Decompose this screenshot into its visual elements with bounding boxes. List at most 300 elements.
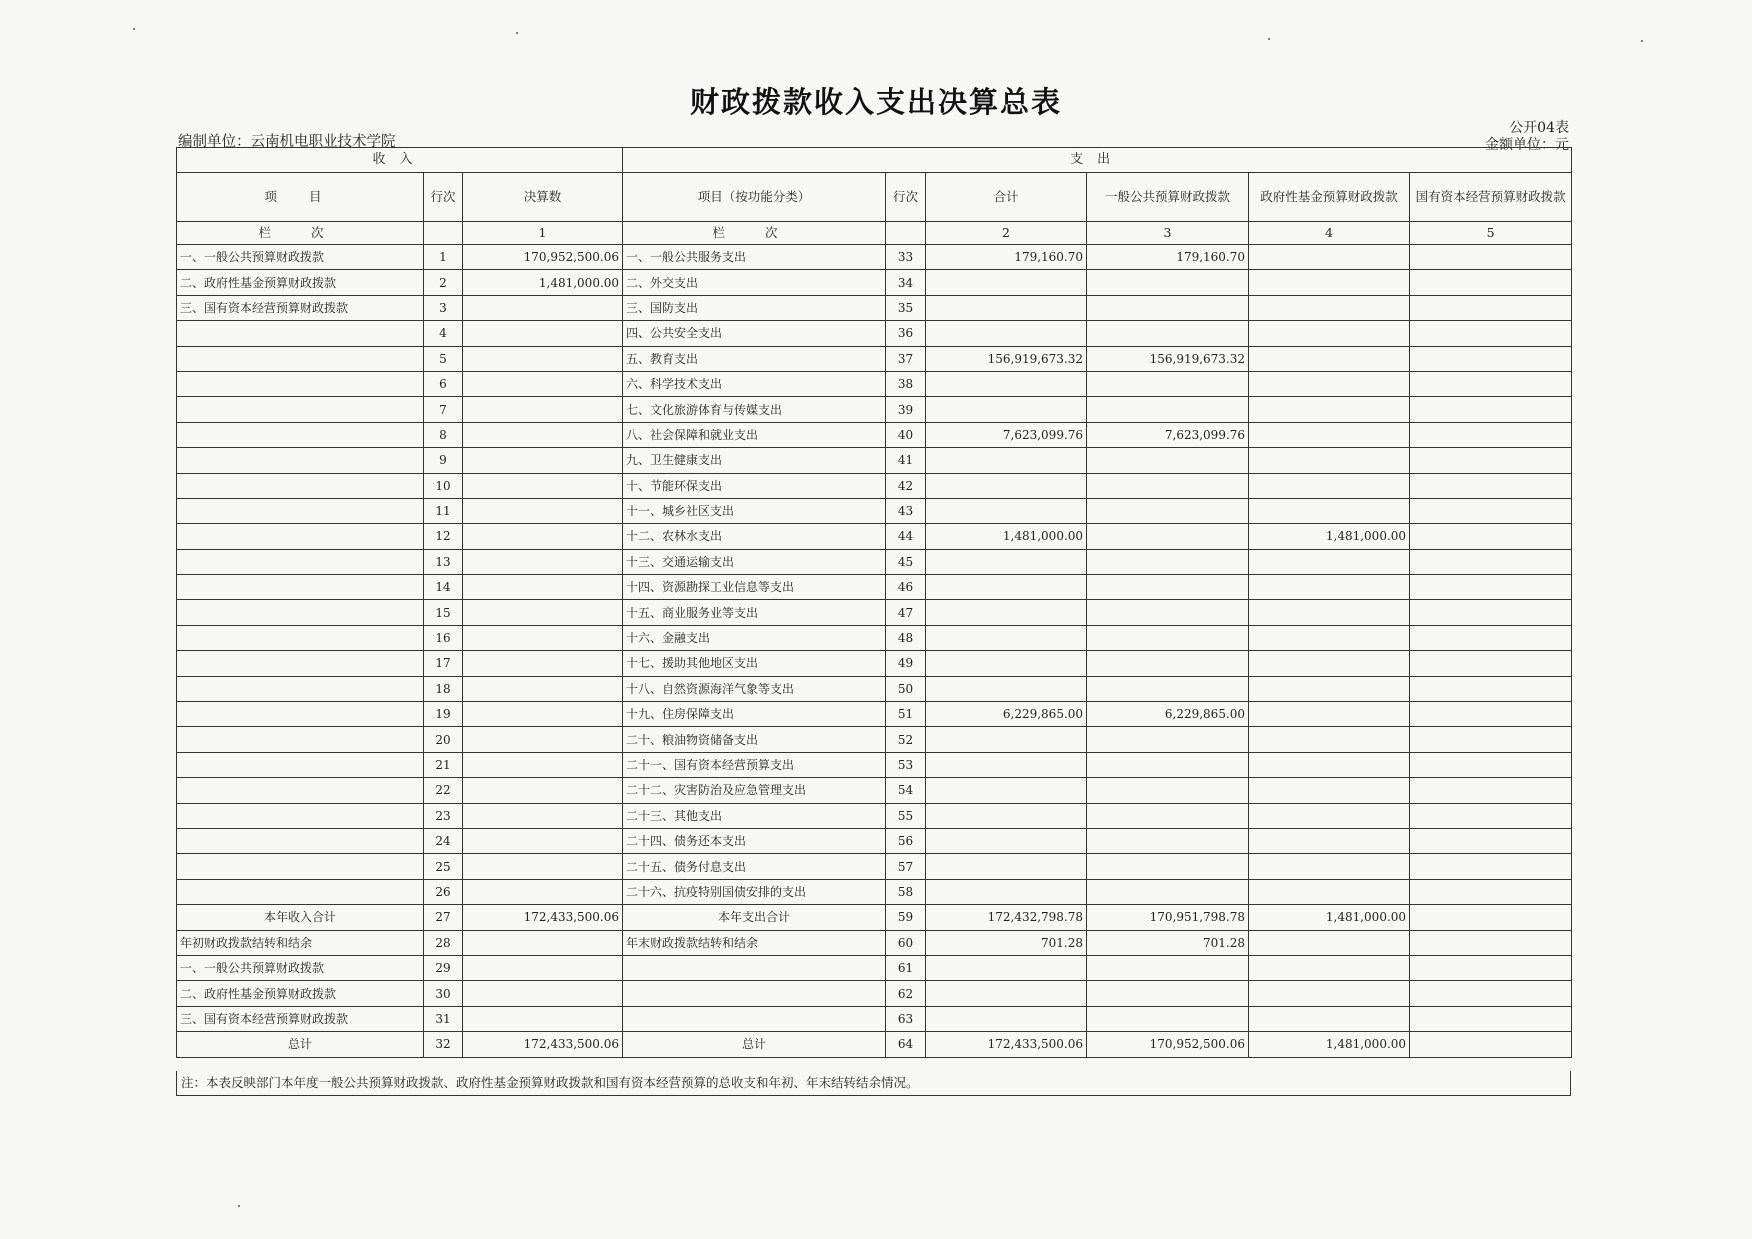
general-budget-cell: [1087, 778, 1249, 803]
total-cell: [926, 752, 1087, 777]
gov-fund-cell: [1249, 295, 1410, 320]
expense-line-no-cell: 63: [886, 1006, 926, 1031]
income-item-cell: [177, 549, 424, 574]
scan-speck: [133, 28, 135, 30]
income-amount-cell: [463, 727, 623, 752]
income-item-cell: 总计: [177, 1032, 424, 1057]
expense-item-cell: 六、科学技术支出: [623, 371, 886, 396]
income-amount-cell: [463, 676, 623, 701]
expense-line-no-cell: 54: [886, 778, 926, 803]
total-cell: 1,481,000.00: [926, 524, 1087, 549]
expense-item-cell: 十九、住房保障支出: [623, 702, 886, 727]
income-amount-cell: [463, 955, 623, 980]
state-capital-cell: [1410, 397, 1572, 422]
income-amount-cell: [463, 473, 623, 498]
total-cell: 7,623,099.76: [926, 422, 1087, 447]
general-budget-cell: 6,229,865.00: [1087, 702, 1249, 727]
income-amount-cell: [463, 371, 623, 396]
state-capital-cell: [1410, 828, 1572, 853]
income-item-cell: 三、国有资本经营预算财政拨款: [177, 295, 424, 320]
income-item-cell: [177, 448, 424, 473]
general-budget-cell: [1087, 676, 1249, 701]
expense-item-cell: 五、教育支出: [623, 346, 886, 371]
income-amount-cell: [463, 803, 623, 828]
expense-item-cell: 十四、资源勘探工业信息等支出: [623, 575, 886, 600]
gov-fund-cell: [1249, 422, 1410, 447]
state-capital-cell: [1410, 575, 1572, 600]
state-capital-cell: [1410, 676, 1572, 701]
income-line-no-cell: 7: [424, 397, 463, 422]
income-item-cell: [177, 702, 424, 727]
gov-fund-cell: [1249, 448, 1410, 473]
expense-item-cell: [623, 955, 886, 980]
general-budget-cell: [1087, 803, 1249, 828]
column-number-3: 3: [1087, 222, 1249, 245]
expense-item-cell: 总计: [623, 1032, 886, 1057]
total-cell: [926, 448, 1087, 473]
general-budget-cell: [1087, 1006, 1249, 1031]
general-budget-cell: 701.28: [1087, 930, 1249, 955]
table-row: [177, 473, 1572, 498]
scan-speck: [1641, 40, 1643, 42]
expense-item-cell: 二十一、国有资本经营预算支出: [623, 752, 886, 777]
table-row: [177, 549, 1572, 574]
expense-item-cell: 十六、金融支出: [623, 625, 886, 650]
state-capital-cell: [1410, 473, 1572, 498]
table-body: [177, 245, 1572, 1058]
state-capital-cell: [1410, 854, 1572, 879]
expense-item-cell: 本年支出合计: [623, 905, 886, 930]
expense-line-no-cell: 52: [886, 727, 926, 752]
table-row: [177, 575, 1572, 600]
state-capital-cell: [1410, 498, 1572, 523]
income-amount-cell: [463, 981, 623, 1006]
income-item-cell: [177, 676, 424, 701]
report-title: 财政拨款收入支出决算总表: [689, 85, 1062, 119]
income-line-no-cell: 8: [424, 422, 463, 447]
expense-item-cell: 十七、援助其他地区支出: [623, 651, 886, 676]
general-budget-cell: [1087, 854, 1249, 879]
income-line-no-cell: 2: [424, 270, 463, 295]
table-row: [177, 955, 1572, 980]
gov-fund-cell: 1,481,000.00: [1249, 524, 1410, 549]
total-cell: 172,432,798.78: [926, 905, 1087, 930]
income-line-no-cell: 28: [424, 930, 463, 955]
expense-line-no-cell: 36: [886, 321, 926, 346]
general-budget-cell: [1087, 473, 1249, 498]
scan-speck: [516, 32, 518, 34]
header-row-1: [177, 148, 1572, 173]
expense-line-no-cell: 59: [886, 905, 926, 930]
table-row: [177, 828, 1572, 853]
general-budget-cell: [1087, 371, 1249, 396]
table-row: [177, 778, 1572, 803]
general-budget-cell: [1087, 752, 1249, 777]
state-capital-cell: [1410, 1006, 1572, 1031]
expense-item-cell: 二十四、债务还本支出: [623, 828, 886, 853]
total-cell: [926, 397, 1087, 422]
table-row: [177, 803, 1572, 828]
table-row: [177, 854, 1572, 879]
income-item-cell: [177, 498, 424, 523]
income-line-no-cell: 29: [424, 955, 463, 980]
general-budget-cell: [1087, 549, 1249, 574]
income-line-no-cell: 4: [424, 321, 463, 346]
expense-line-no-cell: 34: [886, 270, 926, 295]
state-capital-cell: [1410, 549, 1572, 574]
total-cell: [926, 625, 1087, 650]
total-header: 合计: [926, 173, 1087, 222]
income-line-no-cell: 22: [424, 778, 463, 803]
general-budget-cell: [1087, 879, 1249, 904]
income-item-cell: 年初财政拨款结转和结余: [177, 930, 424, 955]
gov-fund-cell: [1249, 498, 1410, 523]
income-amount-cell: [463, 778, 623, 803]
total-cell: [926, 828, 1087, 853]
income-item-cell: 二、政府性基金预算财政拨款: [177, 270, 424, 295]
income-amount-cell: [463, 448, 623, 473]
general-budget-cell: 170,952,500.06: [1087, 1032, 1249, 1057]
income-item-cell: [177, 321, 424, 346]
income-amount-cell: [463, 549, 623, 574]
gov-fund-cell: [1249, 575, 1410, 600]
amount-unit: 金额单位：元: [1485, 137, 1569, 153]
table-row: [177, 676, 1572, 701]
form-code: 公开04表: [1509, 120, 1569, 136]
total-cell: [926, 270, 1087, 295]
income-line-no-cell: 25: [424, 854, 463, 879]
header-row-3: [177, 222, 1572, 245]
header-row-2: [177, 173, 1572, 222]
state-capital-cell: [1410, 727, 1572, 752]
total-cell: [926, 803, 1087, 828]
gov-fund-cell: [1249, 854, 1410, 879]
table-row: [177, 270, 1572, 295]
general-budget-cell: 170,951,798.78: [1087, 905, 1249, 930]
table-row: [177, 295, 1572, 320]
general-budget-cell: [1087, 600, 1249, 625]
total-cell: [926, 295, 1087, 320]
income-line-no-cell: 30: [424, 981, 463, 1006]
income-line-no-cell: 26: [424, 879, 463, 904]
general-budget-cell: 179,160.70: [1087, 245, 1249, 270]
gov-fund-cell: [1249, 346, 1410, 371]
expense-item-cell: 十八、自然资源海洋气象等支出: [623, 676, 886, 701]
total-cell: [926, 600, 1087, 625]
general-budget-cell: [1087, 524, 1249, 549]
gov-fund-cell: [1249, 879, 1410, 904]
column-label-expense: 栏 次: [623, 222, 886, 245]
gov-fund-cell: [1249, 1006, 1410, 1031]
state-capital-cell: [1410, 955, 1572, 980]
general-budget-cell: [1087, 397, 1249, 422]
total-cell: [926, 778, 1087, 803]
income-item-cell: [177, 346, 424, 371]
income-amount-cell: [463, 828, 623, 853]
expense-line-no-cell: 58: [886, 879, 926, 904]
income-line-no-cell: 32: [424, 1032, 463, 1057]
scan-speck: [238, 1205, 240, 1207]
income-line-no-cell: 3: [424, 295, 463, 320]
expense-line-no-cell: 46: [886, 575, 926, 600]
income-line-no-cell: 23: [424, 803, 463, 828]
income-amount-cell: [463, 321, 623, 346]
income-line-no-cell: 17: [424, 651, 463, 676]
income-item-cell: [177, 879, 424, 904]
table-row: [177, 422, 1572, 447]
table-row: [177, 727, 1572, 752]
income-line-no-cell: 9: [424, 448, 463, 473]
income-amount-cell: 1,481,000.00: [463, 270, 623, 295]
expense-line-no-cell: 42: [886, 473, 926, 498]
income-line-no-cell: 21: [424, 752, 463, 777]
income-item-cell: [177, 651, 424, 676]
expense-item-header: 项目（按功能分类）: [623, 173, 886, 222]
income-amount-cell: [463, 930, 623, 955]
state-capital-cell: [1410, 651, 1572, 676]
state-capital-cell: [1410, 778, 1572, 803]
gov-fund-cell: [1249, 803, 1410, 828]
income-item-cell: [177, 752, 424, 777]
income-amount-cell: [463, 752, 623, 777]
general-budget-cell: [1087, 981, 1249, 1006]
income-amount-cell: [463, 600, 623, 625]
income-amount-cell: 172,433,500.06: [463, 905, 623, 930]
table-row: [177, 397, 1572, 422]
income-header: 收入: [177, 148, 623, 173]
expense-line-no-cell: 49: [886, 651, 926, 676]
income-item-cell: 一、一般公共预算财政拨款: [177, 245, 424, 270]
expense-line-no-header: 行次: [886, 173, 926, 222]
state-capital-cell: [1410, 448, 1572, 473]
expense-line-no-cell: 33: [886, 245, 926, 270]
state-capital-cell: [1410, 1032, 1572, 1057]
income-item-header: 项 目: [177, 173, 424, 222]
table-row: [177, 981, 1572, 1006]
report-table-wrapper: [176, 147, 1571, 1058]
gov-fund-cell: 1,481,000.00: [1249, 905, 1410, 930]
income-line-no-cell: 1: [424, 245, 463, 270]
gov-fund-header: 政府性基金预算财政拨款: [1249, 173, 1410, 222]
general-budget-cell: [1087, 727, 1249, 752]
expense-item-cell: 二、外交支出: [623, 270, 886, 295]
state-capital-cell: [1410, 245, 1572, 270]
expense-item-cell: 二十五、债务付息支出: [623, 854, 886, 879]
expense-line-no-cell: 50: [886, 676, 926, 701]
income-amount-cell: [463, 879, 623, 904]
column-label-income: 栏 次: [177, 222, 424, 245]
income-amount-cell: [463, 625, 623, 650]
income-item-cell: 一、一般公共预算财政拨款: [177, 955, 424, 980]
table-row: [177, 321, 1572, 346]
gov-fund-cell: [1249, 625, 1410, 650]
gov-fund-cell: [1249, 778, 1410, 803]
expense-item-cell: 三、国防支出: [623, 295, 886, 320]
income-line-no-cell: 16: [424, 625, 463, 650]
gov-fund-cell: [1249, 397, 1410, 422]
expense-item-cell: 二十六、抗疫特别国债安排的支出: [623, 879, 886, 904]
column-blank-2: [886, 222, 926, 245]
total-cell: [926, 879, 1087, 904]
state-capital-cell: [1410, 524, 1572, 549]
footnote: 注：本表反映部门本年度一般公共预算财政拨款、政府性基金预算财政拨款和国有资本经营预算的总收支和年初、年末结转结余情况。: [176, 1071, 1571, 1096]
income-item-cell: [177, 828, 424, 853]
income-line-no-cell: 6: [424, 371, 463, 396]
table-row: [177, 1032, 1572, 1057]
income-item-cell: [177, 854, 424, 879]
expense-line-no-cell: 41: [886, 448, 926, 473]
state-capital-cell: [1410, 702, 1572, 727]
income-item-cell: [177, 727, 424, 752]
table-row: [177, 1006, 1572, 1031]
total-cell: 179,160.70: [926, 245, 1087, 270]
income-amount-cell: [463, 422, 623, 447]
gov-fund-cell: [1249, 981, 1410, 1006]
general-budget-cell: [1087, 498, 1249, 523]
gov-fund-cell: [1249, 371, 1410, 396]
expense-line-no-cell: 51: [886, 702, 926, 727]
general-budget-cell: [1087, 448, 1249, 473]
expense-line-no-cell: 48: [886, 625, 926, 650]
gov-fund-cell: [1249, 321, 1410, 346]
income-item-cell: [177, 575, 424, 600]
state-capital-cell: [1410, 295, 1572, 320]
income-item-cell: [177, 371, 424, 396]
state-capital-cell: [1410, 422, 1572, 447]
income-line-no-cell: 27: [424, 905, 463, 930]
general-budget-cell: [1087, 828, 1249, 853]
expense-item-cell: [623, 981, 886, 1006]
total-cell: [926, 955, 1087, 980]
total-cell: [926, 498, 1087, 523]
income-amount-cell: [463, 498, 623, 523]
general-budget-cell: [1087, 321, 1249, 346]
expense-item-cell: 十五、商业服务业等支出: [623, 600, 886, 625]
gov-fund-cell: [1249, 727, 1410, 752]
expense-item-cell: 八、社会保障和就业支出: [623, 422, 886, 447]
table-row: [177, 346, 1572, 371]
expense-item-cell: 九、卫生健康支出: [623, 448, 886, 473]
income-item-cell: [177, 778, 424, 803]
state-capital-cell: [1410, 752, 1572, 777]
income-item-cell: 二、政府性基金预算财政拨款: [177, 981, 424, 1006]
total-cell: [926, 473, 1087, 498]
expense-line-no-cell: 56: [886, 828, 926, 853]
table-row: [177, 498, 1572, 523]
gov-fund-cell: [1249, 651, 1410, 676]
expense-line-no-cell: 45: [886, 549, 926, 574]
column-blank-1: [424, 222, 463, 245]
income-amount-cell: [463, 524, 623, 549]
income-amount-cell: [463, 651, 623, 676]
expense-item-cell: 二十、粮油物资储备支出: [623, 727, 886, 752]
expense-item-cell: 十一、城乡社区支出: [623, 498, 886, 523]
general-budget-cell: [1087, 651, 1249, 676]
table-row: [177, 930, 1572, 955]
expense-line-no-cell: 40: [886, 422, 926, 447]
income-line-no-cell: 11: [424, 498, 463, 523]
table-row: [177, 524, 1572, 549]
expense-line-no-cell: 39: [886, 397, 926, 422]
income-amount-cell: 172,433,500.06: [463, 1032, 623, 1057]
income-line-no-cell: 15: [424, 600, 463, 625]
income-line-no-cell: 12: [424, 524, 463, 549]
gov-fund-cell: [1249, 828, 1410, 853]
income-line-no-cell: 18: [424, 676, 463, 701]
general-budget-cell: [1087, 625, 1249, 650]
gov-fund-cell: [1249, 245, 1410, 270]
gov-fund-cell: [1249, 473, 1410, 498]
state-capital-cell: [1410, 879, 1572, 904]
table-row: [177, 905, 1572, 930]
gov-fund-cell: [1249, 955, 1410, 980]
income-item-cell: [177, 422, 424, 447]
general-budget-cell: 156,919,673.32: [1087, 346, 1249, 371]
gov-fund-cell: [1249, 752, 1410, 777]
state-capital-cell: [1410, 371, 1572, 396]
income-amount-cell: [463, 397, 623, 422]
general-budget-cell: [1087, 270, 1249, 295]
column-number-5: 5: [1410, 222, 1572, 245]
expense-header: 支出: [623, 148, 1572, 173]
total-cell: [926, 854, 1087, 879]
expense-line-no-cell: 37: [886, 346, 926, 371]
gov-fund-cell: [1249, 702, 1410, 727]
table-row: [177, 371, 1572, 396]
gov-fund-cell: [1249, 600, 1410, 625]
table-row: [177, 651, 1572, 676]
income-amount-cell: [463, 1006, 623, 1031]
expense-item-cell: 十三、交通运输支出: [623, 549, 886, 574]
total-cell: [926, 549, 1087, 574]
total-cell: [926, 321, 1087, 346]
expense-item-cell: 四、公共安全支出: [623, 321, 886, 346]
report-table: [176, 147, 1572, 1058]
gov-fund-cell: [1249, 676, 1410, 701]
income-item-cell: 三、国有资本经营预算财政拨款: [177, 1006, 424, 1031]
expense-item-cell: 十、节能环保支出: [623, 473, 886, 498]
income-amount-cell: [463, 702, 623, 727]
total-cell: 6,229,865.00: [926, 702, 1087, 727]
final-amount-header: 决算数: [463, 173, 623, 222]
state-capital-cell: [1410, 803, 1572, 828]
expense-line-no-cell: 38: [886, 371, 926, 396]
compiling-unit: 编制单位：云南机电职业技术学院: [178, 134, 396, 150]
column-number-2: 2: [926, 222, 1087, 245]
income-line-no-cell: 19: [424, 702, 463, 727]
state-capital-cell: [1410, 981, 1572, 1006]
total-cell: [926, 727, 1087, 752]
expense-line-no-cell: 55: [886, 803, 926, 828]
state-capital-header: 国有资本经营预算财政拨款: [1410, 173, 1572, 222]
income-item-cell: [177, 524, 424, 549]
expense-line-no-cell: 60: [886, 930, 926, 955]
income-amount-cell: [463, 295, 623, 320]
state-capital-cell: [1410, 625, 1572, 650]
expense-item-cell: 年末财政拨款结转和结余: [623, 930, 886, 955]
income-amount-cell: [463, 854, 623, 879]
gov-fund-cell: 1,481,000.00: [1249, 1032, 1410, 1057]
general-budget-header: 一般公共预算财政拨款: [1087, 173, 1249, 222]
general-budget-cell: 7,623,099.76: [1087, 422, 1249, 447]
column-number-1: 1: [463, 222, 623, 245]
expense-item-cell: 一、一般公共服务支出: [623, 245, 886, 270]
total-cell: 701.28: [926, 930, 1087, 955]
table-row: [177, 752, 1572, 777]
state-capital-cell: [1410, 600, 1572, 625]
expense-item-cell: [623, 1006, 886, 1031]
gov-fund-cell: [1249, 549, 1410, 574]
